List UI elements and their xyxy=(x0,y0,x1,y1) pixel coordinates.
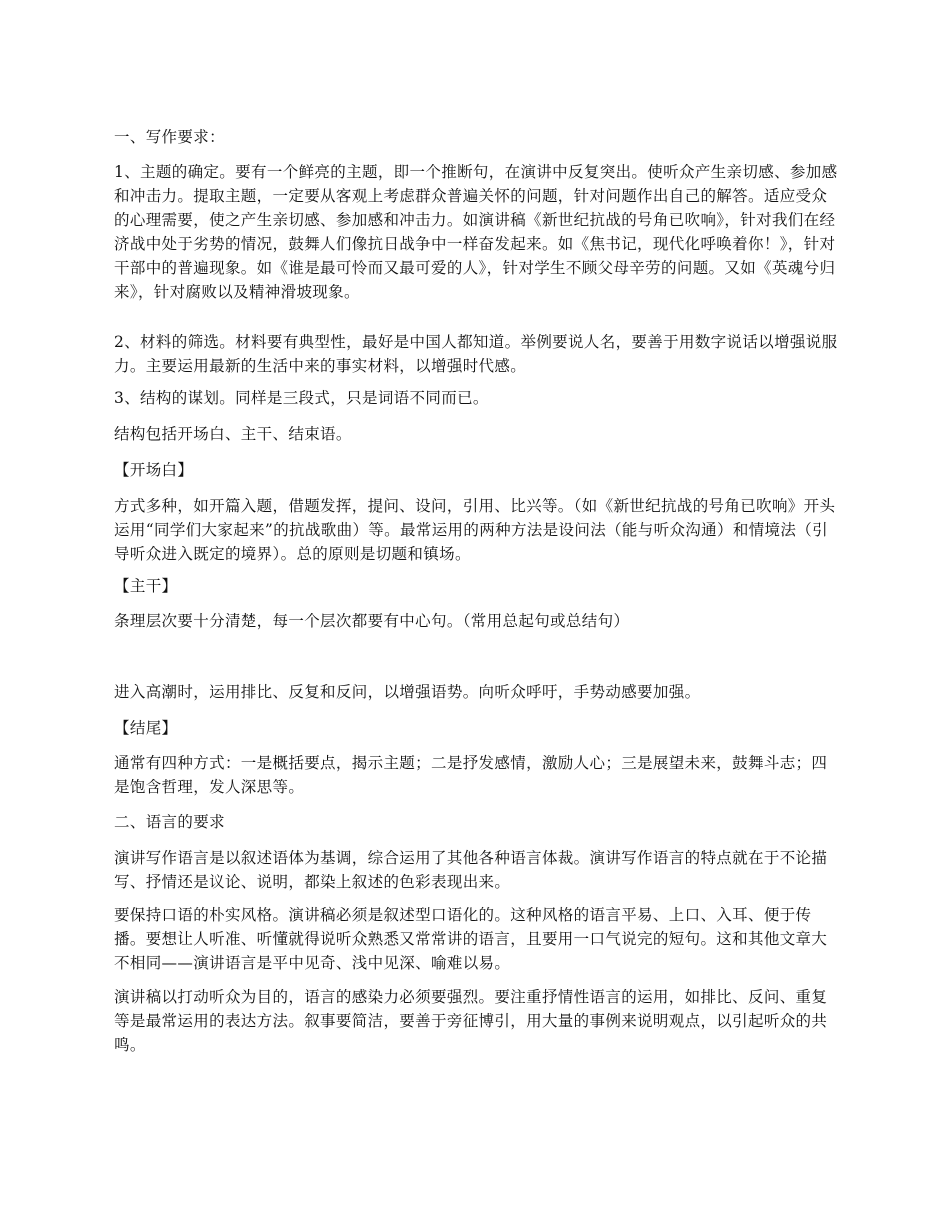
paragraph-theme: 1、主题的确定。要有一个鲜亮的主题，即一个推断句，在演讲中反复突出。使听众产生亲切感、参加感和冲击力。提取主题，一定要从客观上考虑群众普遍关怀的问题，针对问题作出自己的解答。适应受众的心理需要，使之产生亲切感、参加感和冲击力。如演讲稿《新世纪抗战的号角已吹响》，针对我们在经济战中处于劣势的情况，鼓舞人们像抗日战争中一样奋发起来。如《焦书记，现代化呼唤着你！》，针对干部中的普遍现象。如《谁是最可怜而又最可爱的人》，针对学生不顾父母辛劳的问题。又如《英魂兮归来》，针对腐败以及精神滑坡现象。 xyxy=(114,163,838,301)
paragraph-climax: 进入高潮时，运用排比、反复和反问，以增强语势。向听众呼吁，手势动感要加强。 xyxy=(114,683,701,701)
subheading-ending: 【结尾】 xyxy=(114,719,178,737)
paragraph-ending: 通常有四种方式：一是概括要点，揭示主题；二是抒发感情，激励人心；三是展望未来，鼓舞斗志；四是饱含哲理，发人深思等。 xyxy=(114,754,828,796)
section-heading-language-requirements: 二、语言的要求 xyxy=(114,813,225,831)
section-heading-writing-requirements: 一、写作要求： xyxy=(114,128,225,146)
paragraph-language-base: 演讲写作语言是以叙述语体为基调，综合运用了其他各种语言体裁。演讲写作语言的特点就在于不论描写、抒情还是议论、说明，都染上叙述的色彩表现出来。 xyxy=(114,849,828,891)
paragraph-appeal: 演讲稿以打动听众为目的，语言的感染力必须要强烈。要注重抒情性语言的运用，如排比、反问、重复等是最常运用的表达方法。叙事要简洁，要善于旁征博引，用大量的事例来说明观点，以引起听众的共鸣。 xyxy=(114,988,828,1054)
paragraph-structure: 3、结构的谋划。同样是三段式，只是词语不同而已。 xyxy=(114,389,489,407)
subheading-main-body: 【主干】 xyxy=(114,577,178,595)
paragraph-main-body: 条理层次要十分清楚，每一个层次都要有中心句。（常用总起句或总结句） xyxy=(114,612,630,630)
paragraph-oral-style: 要保持口语的朴实风格。演讲稿必须是叙述型口语化的。这种风格的语言平易、上口、入耳、便于传播。要想让人听准、听懂就得说听众熟悉又常常讲的语言，且要用一口气说完的短句。这和其他文章大不相同——演讲语言是平中见奇、浅中见深、喻难以易。 xyxy=(114,906,828,972)
paragraph-opening: 方式多种，如开篇入题，借题发挥，提问、设问，引用、比兴等。（如《新世纪抗战的号角已吹响》开头运用“同学们大家起来”的抗战歌曲）等。最常运用的两种方法是设问法（能与听众沟通）和情境法（引导听众进入既定的境界）。总的原则是切题和镇场。 xyxy=(114,497,836,563)
paragraph-materials: 2、材料的筛选。材料要有典型性，最好是中国人都知道。举例要说人名，要善于用数字说话以增强说服力。主要运用最新的生活中来的事实材料，以增强时代感。 xyxy=(114,333,838,375)
subheading-opening: 【开场白】 xyxy=(114,461,194,479)
paragraph-structure-parts: 结构包括开场白、主干、结束语。 xyxy=(114,425,352,443)
